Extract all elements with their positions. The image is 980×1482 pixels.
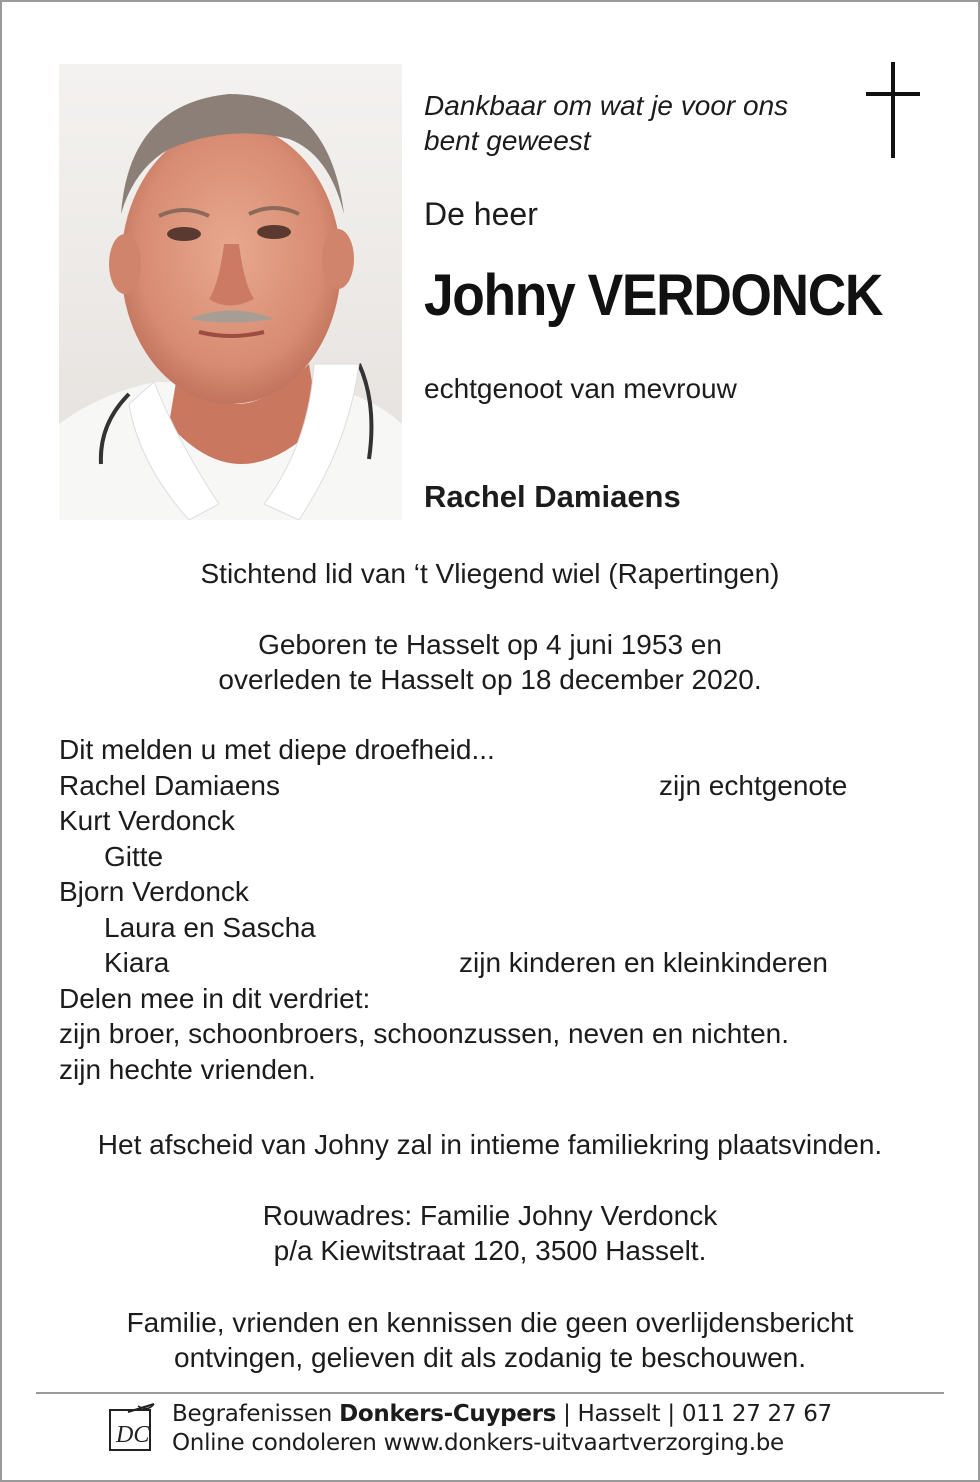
family-role: zijn echtgenote	[659, 769, 848, 801]
spouse-name: Rachel Damiaens	[424, 479, 681, 514]
family-list	[59, 732, 939, 1087]
farewell-text: Het afscheid van Johny zal in intieme familiekring plaatsvinden.	[97, 1129, 883, 1160]
cross-icon	[864, 62, 922, 158]
deceased-name: Johny VERDONCK	[424, 263, 883, 328]
family-name: Rachel Damiaens	[59, 769, 280, 801]
footer-city: | Hasselt |	[556, 1401, 682, 1427]
address-line: Rouwadres: Familie Johny Verdonck	[262, 1200, 718, 1231]
family-role: zijn kinderen en kleinkinderen	[459, 947, 828, 978]
relatives-text: zijn broer, schoonbroers, schoonzussen, neven en nichten.	[59, 1018, 790, 1049]
website-link[interactable]: www.donkers-uitvaartverzorging.be	[383, 1430, 784, 1456]
footer-line-1	[172, 1400, 832, 1429]
birth-death	[0, 627, 980, 697]
family-name: Bjorn Verdonck	[59, 876, 249, 907]
friends-text: zijn hechte vrienden.	[59, 1053, 316, 1085]
logo-letters: DC	[116, 1422, 150, 1448]
mourning-address	[0, 1198, 980, 1268]
motto	[424, 88, 854, 158]
family-name: Kiara	[104, 947, 170, 978]
sharing-intro: Delen mee in dit verdriet:	[59, 982, 371, 1014]
membership-text: Stichtend lid van ‘t Vliegend wiel (Rapertingen)	[200, 558, 780, 589]
death-line: overleden te Hasselt op 18 december 2020.	[218, 664, 762, 695]
phone-number[interactable]: 011 27 27 67	[681, 1401, 832, 1427]
farewell	[0, 1127, 980, 1162]
footer-line-2	[172, 1429, 832, 1458]
birth-line: Geboren te Hasselt op 4 juni 1953 en	[258, 629, 722, 660]
address-line: p/a Kiewitstraat 120, 3500 Hasselt.	[273, 1235, 707, 1266]
notice	[0, 1305, 980, 1375]
relation-text: echtgenoot van mevrouw	[424, 373, 737, 404]
condolence-label: Online condoleren	[172, 1430, 384, 1456]
motto-line: bent geweest	[424, 125, 591, 156]
notice-line: ontvingen, gelieven dit als zodanig te beschouwen.	[174, 1342, 806, 1373]
family-name: Laura en Sascha	[104, 911, 316, 943]
family-name: Kurt Verdonck	[59, 805, 235, 836]
membership	[0, 556, 980, 591]
footer	[172, 1400, 832, 1458]
footer-prefix: Begrafenissen	[172, 1401, 340, 1427]
company-name: Donkers-Cuypers	[339, 1401, 557, 1427]
motto-line: Dankbaar om wat je voor ons	[424, 90, 789, 121]
notice-line: Familie, vrienden en kennissen die geen overlijdensbericht	[126, 1307, 854, 1338]
footer-divider	[36, 1392, 944, 1394]
portrait-photo	[59, 64, 402, 520]
funeral-logo-icon	[108, 1402, 156, 1452]
family-name: Gitte	[104, 840, 164, 872]
family-intro: Dit melden u met diepe droefheid...	[59, 734, 495, 765]
salutation: De heer	[424, 196, 538, 232]
